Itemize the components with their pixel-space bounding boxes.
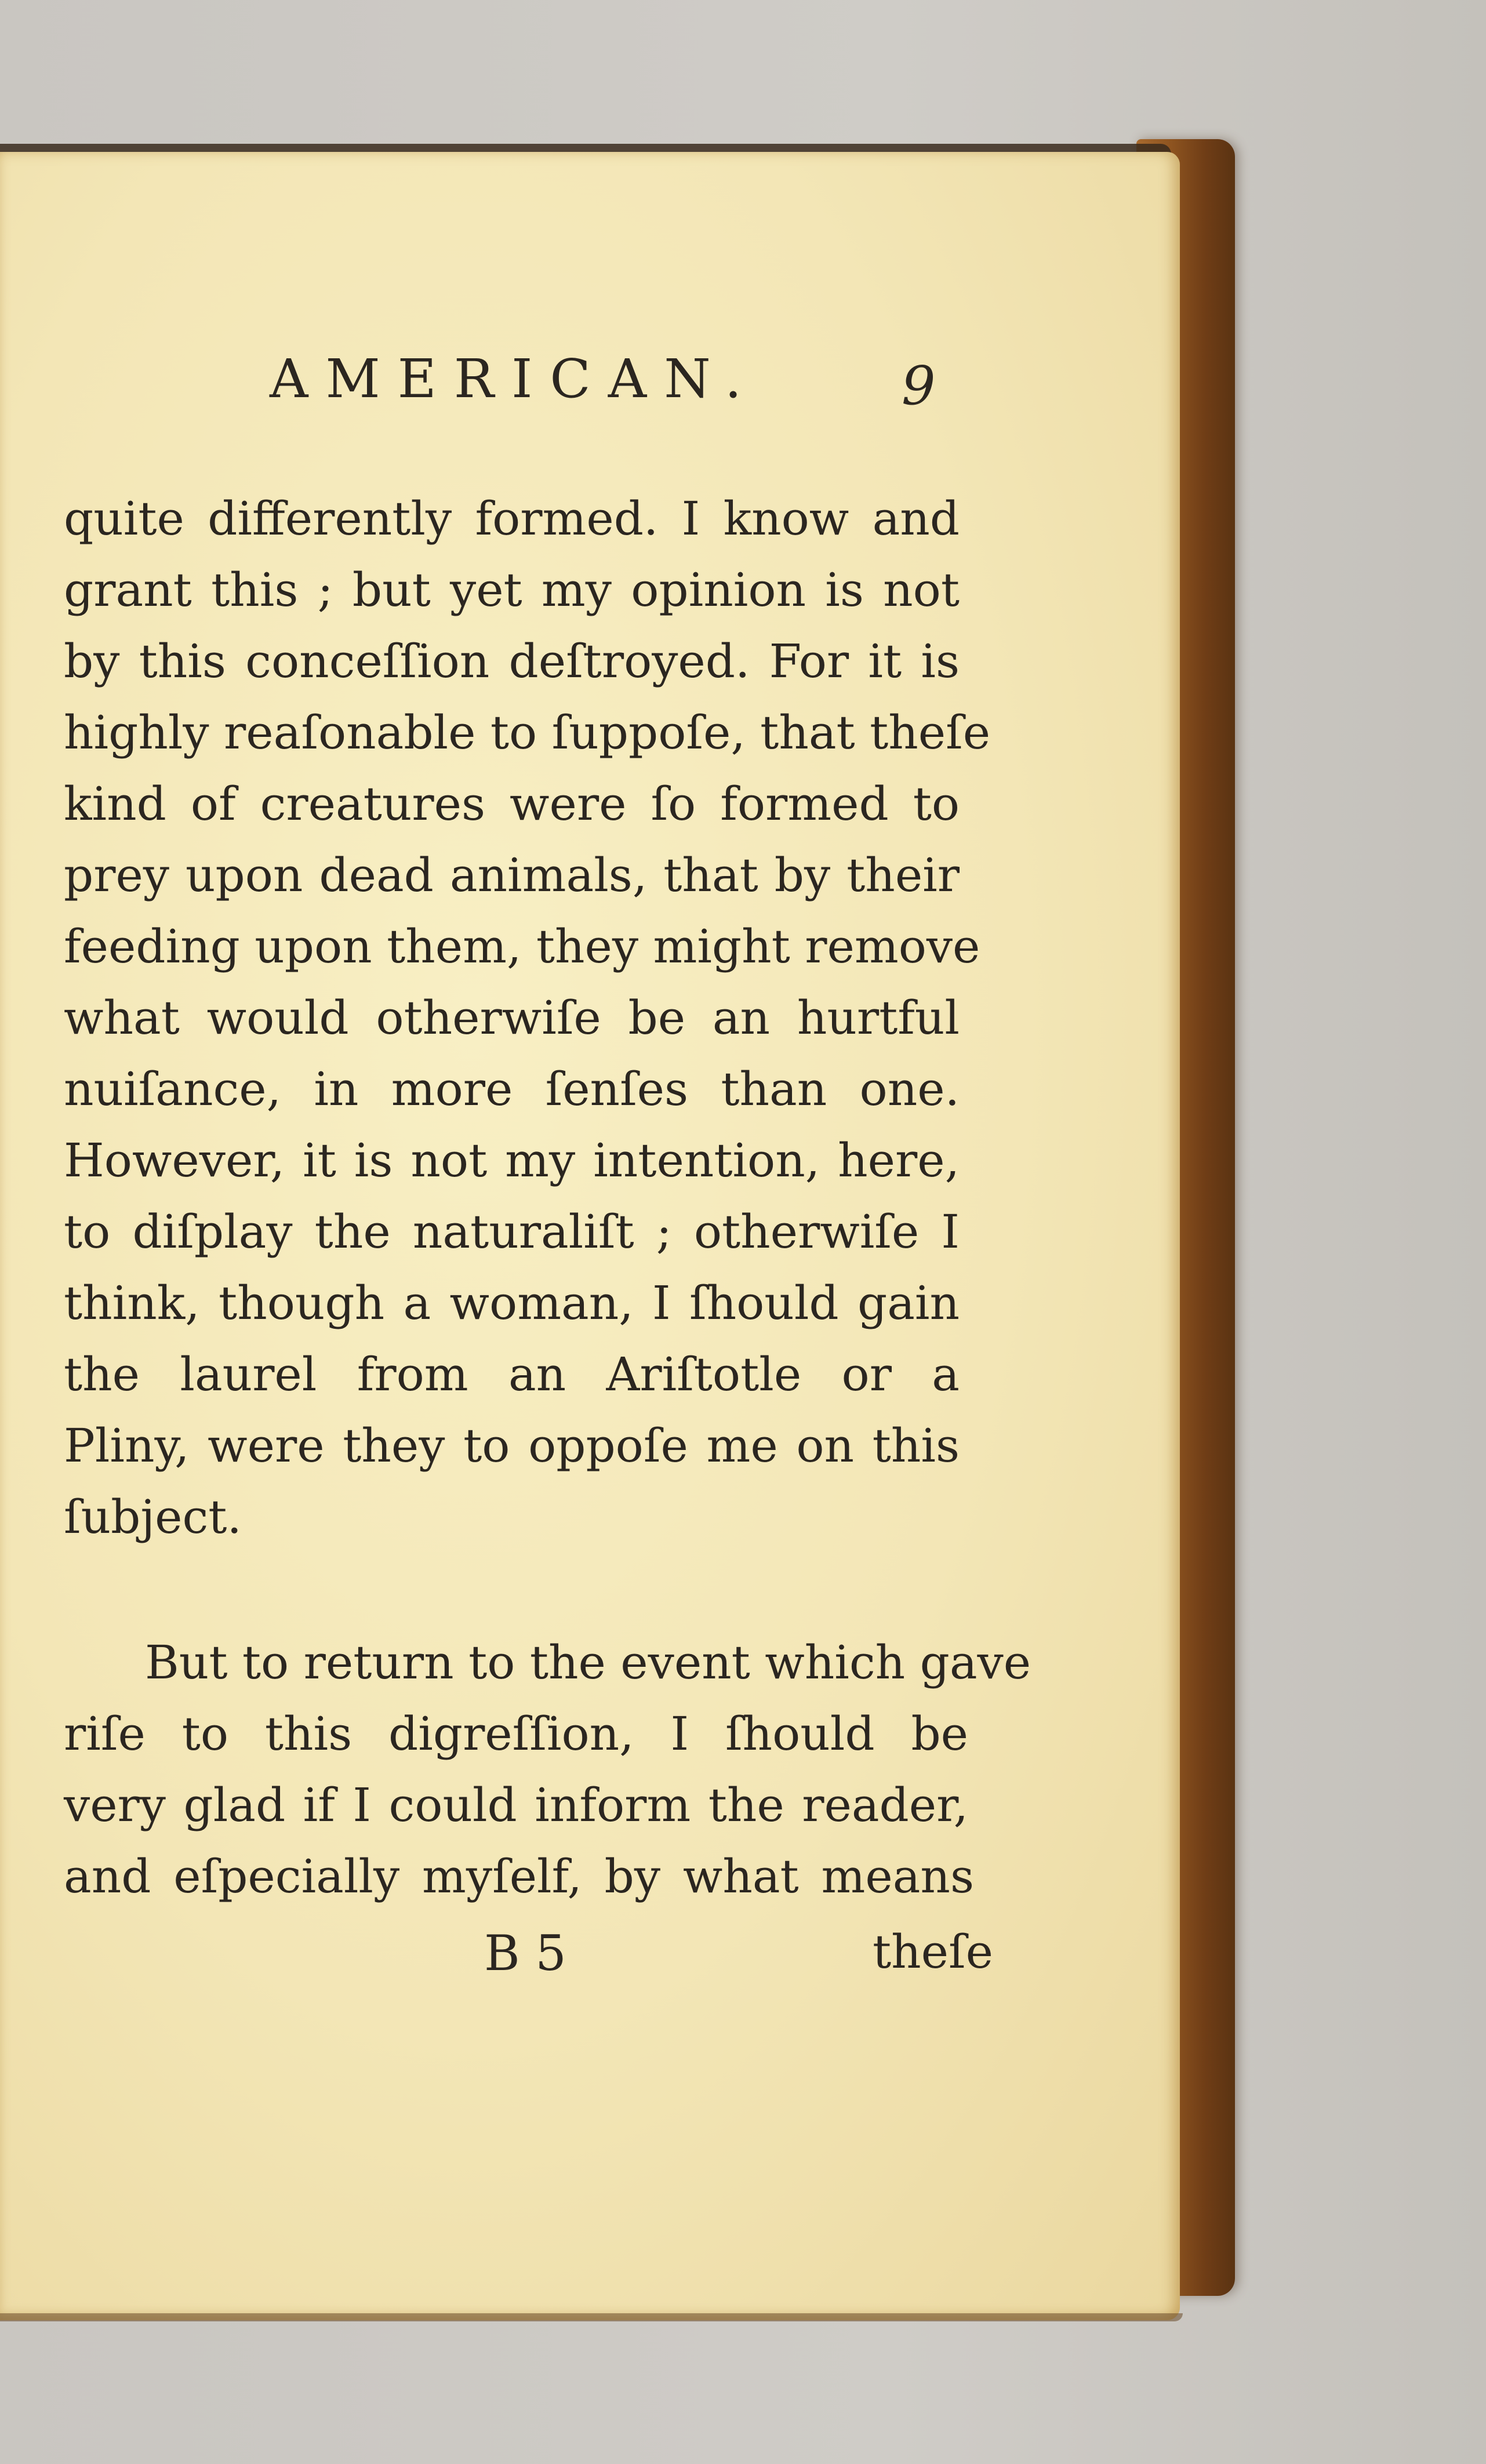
text-line: by this conceſſion deſtroyed. For it is — [64, 634, 960, 688]
text-line: quite differently formed. I know and — [64, 492, 960, 546]
text-line: highly reaſonable to ſuppoſe, that theſe — [64, 706, 991, 759]
text-line: Pliny, were they to oppoſe me on this — [64, 1419, 960, 1473]
text-line: But to return to the event which gave — [145, 1636, 1031, 1689]
text-line: the laurel from an Ariſtotle or a — [64, 1347, 960, 1401]
text-line: grant this ; but yet my opinion is not — [64, 563, 960, 617]
catchword: theſe — [873, 1925, 993, 1979]
text-line: prey upon dead animals, that by their — [64, 848, 960, 902]
text-line: think, though a woman, I ſhould gain — [64, 1276, 960, 1330]
page-bottom-edge — [0, 2313, 1183, 2321]
text-line: kind of creatures were ſo formed to — [64, 777, 960, 831]
text-line: and eſpecially myſelf, by what means — [64, 1849, 974, 1903]
page-number: 9 — [902, 355, 936, 417]
text-line: nuiſance, in more ſenſes than one. — [64, 1062, 960, 1116]
text-line: ſubject. — [64, 1490, 242, 1544]
text-line: However, it is not my intention, here, — [64, 1133, 960, 1187]
running-head: AMERICAN. — [270, 348, 760, 410]
text-line: what would otherwiſe be an hurtful — [64, 991, 960, 1045]
text-line: feeding upon them, they might remove — [64, 920, 980, 973]
signature-mark: B 5 — [484, 1925, 566, 1982]
text-line: riſe to this digreſſion, I ſhould be — [64, 1707, 968, 1761]
text-line: to diſplay the naturaliſt ; otherwiſe I — [64, 1205, 960, 1259]
text-line: very glad if I could inform the reader, — [64, 1778, 968, 1832]
